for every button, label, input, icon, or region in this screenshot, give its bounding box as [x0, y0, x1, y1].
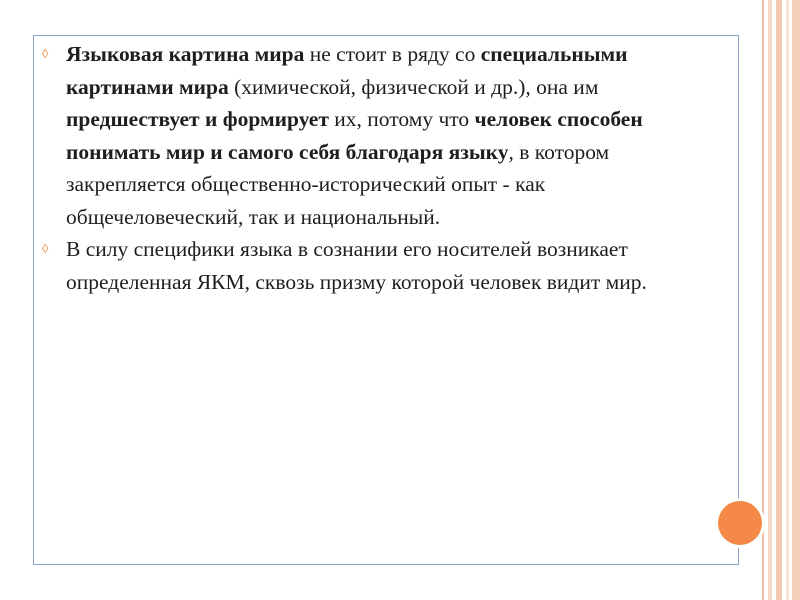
bullet-item-1: [42, 38, 712, 233]
text-segment: их, потому что: [328, 107, 475, 131]
text-segment: (химической, физической и др.), она им: [228, 74, 599, 99]
bold-term: предшествует и формирует: [66, 107, 329, 131]
bullet-text-1: [66, 42, 643, 229]
decorative-stripe: [792, 0, 800, 600]
bold-term: Языковая картина мира: [66, 42, 305, 66]
bold-term: специальными картинами мира: [66, 42, 628, 99]
diamond-bullet-icon: ◊: [42, 46, 49, 61]
bullet-item-2: [42, 233, 712, 298]
orange-circle-icon: [718, 501, 762, 545]
decorative-stripe: [768, 0, 772, 600]
text-segment: В силу специфики языка в сознании его носителей возникает определенная ЯКМ, сквозь призму которой человек видит мир.: [66, 237, 647, 294]
bullet-list: [42, 38, 712, 298]
text-segment: , в котором закрепляется общественно-исторический опыт - как общечеловеческий, так и национальный.: [66, 139, 610, 229]
decorative-stripe: [776, 0, 782, 600]
bullet-text-2: [66, 237, 647, 294]
decorative-stripe: [786, 0, 789, 600]
bold-term: человек способен понимать мир и самого себя благодаря языку: [66, 107, 643, 164]
text-segment: не стоит в ряду со: [304, 42, 481, 66]
decorative-stripe: [762, 0, 764, 600]
diamond-bullet-icon: ◊: [42, 241, 49, 256]
